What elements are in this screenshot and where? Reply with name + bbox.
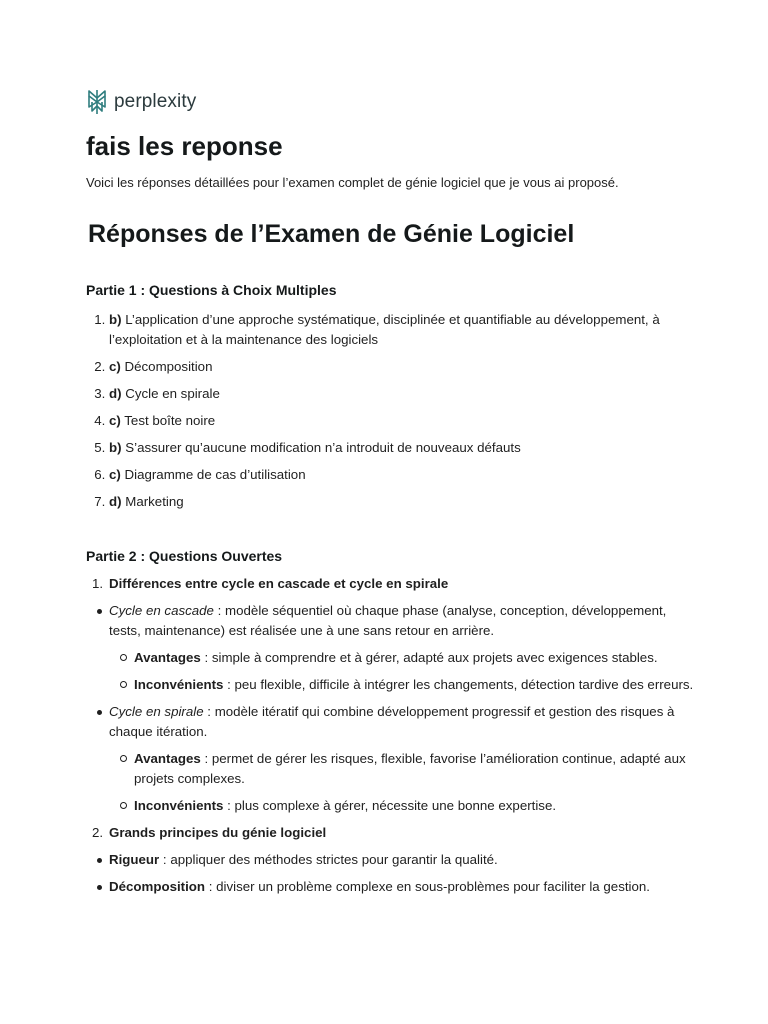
question-heading [86, 823, 696, 843]
document-title: Réponses de l’Examen de Génie Logiciel [88, 220, 575, 248]
circle-bullet-icon [120, 755, 127, 762]
answer-letter: d) [109, 494, 122, 509]
circle-bullet-icon [120, 654, 127, 661]
list-item [109, 492, 696, 512]
list-item [109, 465, 696, 485]
circle-bullet-icon [120, 802, 127, 809]
list-item [86, 601, 696, 641]
list-item [109, 411, 696, 431]
definition: : permet de gérer les risques, flexible, favorise l’amélioration continue, adapté aux projets complexes. [134, 751, 686, 786]
question-number: 1. [92, 576, 104, 591]
list-item [86, 877, 696, 897]
answer-text: Diagramme de cas d’utilisation [120, 467, 306, 482]
list-item [109, 357, 696, 377]
term: Avantages [134, 751, 201, 766]
list-item [109, 438, 696, 458]
term: Inconvénients [134, 677, 224, 692]
document-page [86, 88, 696, 904]
answer-text: Décomposition [120, 359, 213, 374]
brand-header [86, 88, 696, 116]
part1-title: Partie 1 : Questions à Choix Multiples [86, 282, 337, 298]
answer-letter: c) [109, 413, 121, 428]
bullet-icon [97, 885, 102, 890]
definition: : peu flexible, difficile à intégrer les changements, détection tardive des erreurs. [223, 677, 694, 692]
definition: : modèle séquentiel où chaque phase (analyse, conception, développement, tests, maintenance) est réalisée une à une sans retour en arrière. [109, 603, 667, 638]
list-item [109, 384, 696, 404]
definition: : appliquer des méthodes strictes pour garantir la qualité. [159, 852, 498, 867]
answer-text: Marketing [121, 494, 184, 509]
question-title: Grands principes du génie logiciel [109, 825, 327, 840]
answer-letter: b) [109, 440, 122, 455]
list-item [86, 850, 696, 870]
term: Cycle en cascade [109, 603, 214, 618]
intro-text: Voici les réponses détaillées pour l’examen complet de génie logiciel que je vous ai proposé. [86, 175, 619, 190]
question-title: Différences entre cycle en cascade et cycle en spirale [109, 576, 449, 591]
term: Décomposition [109, 879, 206, 894]
circle-bullet-icon [120, 681, 127, 688]
query-title: fais les reponse [86, 131, 283, 161]
answer-text: Test boîte noire [120, 413, 216, 428]
bullet-icon [97, 609, 102, 614]
bullet-icon [97, 710, 102, 715]
list-item [86, 648, 696, 668]
definition: : diviser un problème complexe en sous-problèmes pour faciliter la gestion. [205, 879, 650, 894]
answer-text: S’assurer qu’aucune modification n’a introduit de nouveaux défauts [121, 440, 521, 455]
bullet-icon [97, 858, 102, 863]
part2-title: Partie 2 : Questions Ouvertes [86, 548, 283, 564]
term: Inconvénients [134, 798, 224, 813]
part1-answer-list [86, 310, 696, 512]
term: Avantages [134, 650, 201, 665]
definition: : plus complexe à gérer, nécessite une bonne expertise. [223, 798, 557, 813]
answer-letter: c) [109, 359, 121, 374]
definition: : simple à comprendre et à gérer, adapté aux projets avec exigences stables. [200, 650, 658, 665]
part2-content [86, 574, 696, 897]
definition: : modèle itératif qui combine développement progressif et gestion des risques à chaque itération. [109, 704, 675, 739]
term: Cycle en spirale [109, 704, 204, 719]
answer-text: Cycle en spirale [121, 386, 220, 401]
list-item [86, 796, 696, 816]
list-item [109, 310, 696, 350]
question-number: 2. [92, 825, 104, 840]
answer-letter: d) [109, 386, 122, 401]
answer-text: L’application d’une approche systématique, disciplinée et quantifiable au développement, à l’exploitation et à la maintenance des logiciels [109, 312, 660, 347]
brand-name: perplexity [114, 91, 197, 112]
term: Rigueur [109, 852, 160, 867]
list-item [86, 749, 696, 789]
perplexity-logo-icon [86, 89, 108, 115]
list-item [86, 675, 696, 695]
answer-letter: b) [109, 312, 122, 327]
list-item [86, 702, 696, 742]
question-heading [86, 574, 696, 594]
answer-letter: c) [109, 467, 121, 482]
